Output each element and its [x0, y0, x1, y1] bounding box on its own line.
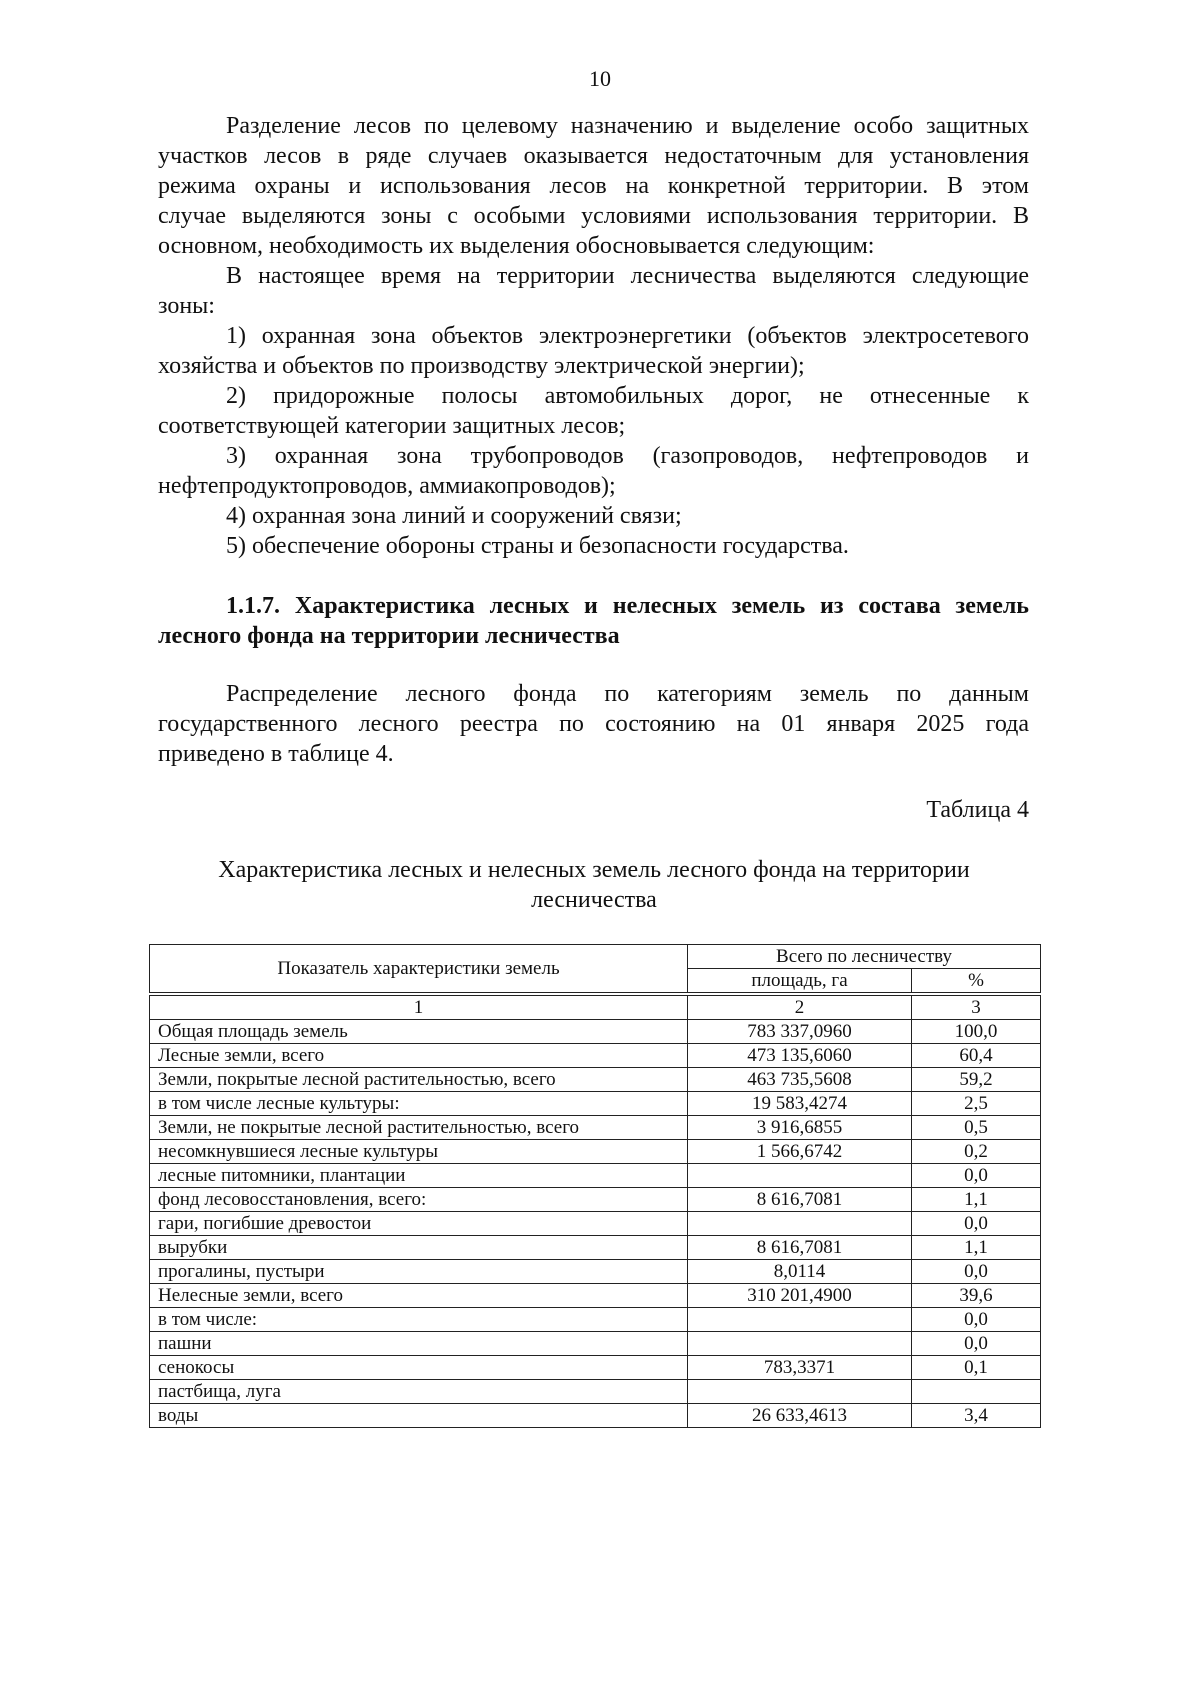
- text-line: приведено в таблице 4.: [158, 741, 394, 767]
- indicator-cell: лесные питомники, плантации: [150, 1164, 688, 1188]
- percent-cell: 0,0: [912, 1212, 1041, 1236]
- list-item: [158, 381, 1029, 441]
- paragraph-table-intro: [158, 679, 1029, 769]
- table-row: [150, 1356, 1041, 1380]
- table-row: [150, 1140, 1041, 1164]
- indicator-cell: пастбища, луга: [150, 1380, 688, 1404]
- area-cell: 19 583,4274: [688, 1092, 912, 1116]
- indicator-cell: сенокосы: [150, 1356, 688, 1380]
- percent-cell: 0,0: [912, 1260, 1041, 1284]
- list-item: [158, 321, 1029, 381]
- text-line: лесного фонда на территории лесничества: [158, 623, 620, 649]
- area-cell: 783,3371: [688, 1356, 912, 1380]
- section-heading: [158, 591, 1029, 651]
- area-cell: 1 566,6742: [688, 1140, 912, 1164]
- area-cell: [688, 1308, 912, 1332]
- table-row: [150, 1092, 1041, 1116]
- table-row: [150, 1164, 1041, 1188]
- text-line: Распределение лесного фонда по категориям земель по данным: [226, 681, 1029, 707]
- area-cell: 8 616,7081: [688, 1236, 912, 1260]
- table-row: [150, 1284, 1041, 1308]
- paragraph-zones-list-intro: [158, 261, 1029, 321]
- indicator-cell: в том числе лесные культуры:: [150, 1092, 688, 1116]
- table-row: [150, 1044, 1041, 1068]
- text-line: 3) охранная зона трубопроводов (газопроводов, нефтепроводов и: [226, 443, 1029, 469]
- area-cell: 783 337,0960: [688, 1020, 912, 1044]
- text-line: участков лесов в ряде случаев оказывается недостаточным для установления: [158, 143, 1029, 169]
- header-percent: %: [912, 969, 1041, 995]
- area-cell: 310 201,4900: [688, 1284, 912, 1308]
- land-characteristics-table: [149, 944, 1041, 1428]
- table-row: [150, 1404, 1041, 1428]
- table-label: Таблица 4: [926, 797, 1029, 823]
- list-item: [158, 531, 1029, 561]
- percent-cell: 100,0: [912, 1020, 1041, 1044]
- text-line: зоны:: [158, 293, 215, 319]
- table-row: [150, 1308, 1041, 1332]
- table-row: [150, 1116, 1041, 1140]
- percent-cell: 1,1: [912, 1188, 1041, 1212]
- header-group-total: Всего по лесничеству: [688, 945, 1041, 969]
- percent-cell: 2,5: [912, 1092, 1041, 1116]
- percent-cell: 39,6: [912, 1284, 1041, 1308]
- body-text: [158, 111, 1029, 561]
- table-row: [150, 1260, 1041, 1284]
- percent-cell: 0,0: [912, 1332, 1041, 1356]
- paragraph-zones-intro: [158, 111, 1029, 261]
- table-row: [150, 1188, 1041, 1212]
- table-row: [150, 1332, 1041, 1356]
- text-line: 2) придорожные полосы автомобильных дорог, не отнесенные к: [226, 383, 1029, 409]
- list-item: [158, 501, 1029, 531]
- area-cell: 3 916,6855: [688, 1116, 912, 1140]
- percent-cell: 0,1: [912, 1356, 1041, 1380]
- area-cell: [688, 1212, 912, 1236]
- percent-cell: 0,0: [912, 1164, 1041, 1188]
- area-cell: 463 735,5608: [688, 1068, 912, 1092]
- area-cell: 8,0114: [688, 1260, 912, 1284]
- text-line: основном, необходимость их выделения обосновывается следующим:: [158, 233, 875, 259]
- percent-cell: 1,1: [912, 1236, 1041, 1260]
- percent-cell: [912, 1380, 1041, 1404]
- indicator-cell: Земли, покрытые лесной растительностью, всего: [150, 1068, 688, 1092]
- area-cell: [688, 1332, 912, 1356]
- indicator-cell: воды: [150, 1404, 688, 1428]
- area-cell: 26 633,4613: [688, 1404, 912, 1428]
- percent-cell: 0,5: [912, 1116, 1041, 1140]
- table-row: [150, 1020, 1041, 1044]
- text-line: хозяйства и объектов по производству электрической энергии);: [158, 353, 805, 379]
- indicator-cell: фонд лесовосстановления, всего:: [150, 1188, 688, 1212]
- percent-cell: 3,4: [912, 1404, 1041, 1428]
- text-line: государственного лесного реестра по состоянию на 01 января 2025 года: [158, 711, 1029, 737]
- indicator-cell: несомкнувшиеся лесные культуры: [150, 1140, 688, 1164]
- indicator-cell: Земли, не покрытые лесной растительностью, всего: [150, 1116, 688, 1140]
- area-cell: [688, 1164, 912, 1188]
- percent-cell: 59,2: [912, 1068, 1041, 1092]
- list-item: [158, 441, 1029, 501]
- indicator-cell: Лесные земли, всего: [150, 1044, 688, 1068]
- text-line: Разделение лесов по целевому назначению и выделение особо защитных: [226, 113, 1029, 139]
- table-row: [150, 1212, 1041, 1236]
- table-row: [150, 1380, 1041, 1404]
- page-number: 10: [589, 66, 611, 91]
- table-row: [150, 1068, 1041, 1092]
- text-line: лесничества: [531, 887, 657, 913]
- percent-cell: 0,0: [912, 1308, 1041, 1332]
- indicator-cell: прогалины, пустыри: [150, 1260, 688, 1284]
- text-line: режима охраны и использования лесов на конкретной территории. В этом: [158, 173, 1029, 199]
- percent-cell: 0,2: [912, 1140, 1041, 1164]
- header-indicator: Показатель характеристики земель: [150, 945, 688, 995]
- text-line: 1) охранная зона объектов электроэнергетики (объектов электросетевого: [226, 323, 1029, 349]
- text-line: нефтепродуктопроводов, аммиакопроводов);: [158, 473, 616, 499]
- table-caption: [120, 855, 1068, 915]
- indicator-cell: вырубки: [150, 1236, 688, 1260]
- indicator-cell: в том числе:: [150, 1308, 688, 1332]
- text-line: 4) охранная зона линий и сооружений связи;: [226, 503, 682, 529]
- indicator-cell: Общая площадь земель: [150, 1020, 688, 1044]
- text-line: соответствующей категории защитных лесов;: [158, 413, 626, 439]
- col-number: 2: [688, 994, 912, 1020]
- text-line: 5) обеспечение обороны страны и безопасности государства.: [226, 533, 849, 559]
- col-number: 1: [150, 994, 688, 1020]
- area-cell: [688, 1380, 912, 1404]
- area-cell: 8 616,7081: [688, 1188, 912, 1212]
- col-number: 3: [912, 994, 1041, 1020]
- indicator-cell: пашни: [150, 1332, 688, 1356]
- area-cell: 473 135,6060: [688, 1044, 912, 1068]
- text-line: 1.1.7. Характеристика лесных и нелесных земель из состава земель: [226, 593, 1029, 619]
- indicator-cell: гари, погибшие древостои: [150, 1212, 688, 1236]
- table-row: [150, 1236, 1041, 1260]
- text-line: случае выделяются зоны с особыми условиями использования территории. В: [158, 203, 1029, 229]
- zones-list: [158, 321, 1029, 561]
- header-area: площадь, га: [688, 969, 912, 995]
- percent-cell: 60,4: [912, 1044, 1041, 1068]
- indicator-cell: Нелесные земли, всего: [150, 1284, 688, 1308]
- text-line: Характеристика лесных и нелесных земель лесного фонда на территории: [218, 857, 970, 883]
- text-line: В настоящее время на территории лесничества выделяются следующие: [226, 263, 1029, 289]
